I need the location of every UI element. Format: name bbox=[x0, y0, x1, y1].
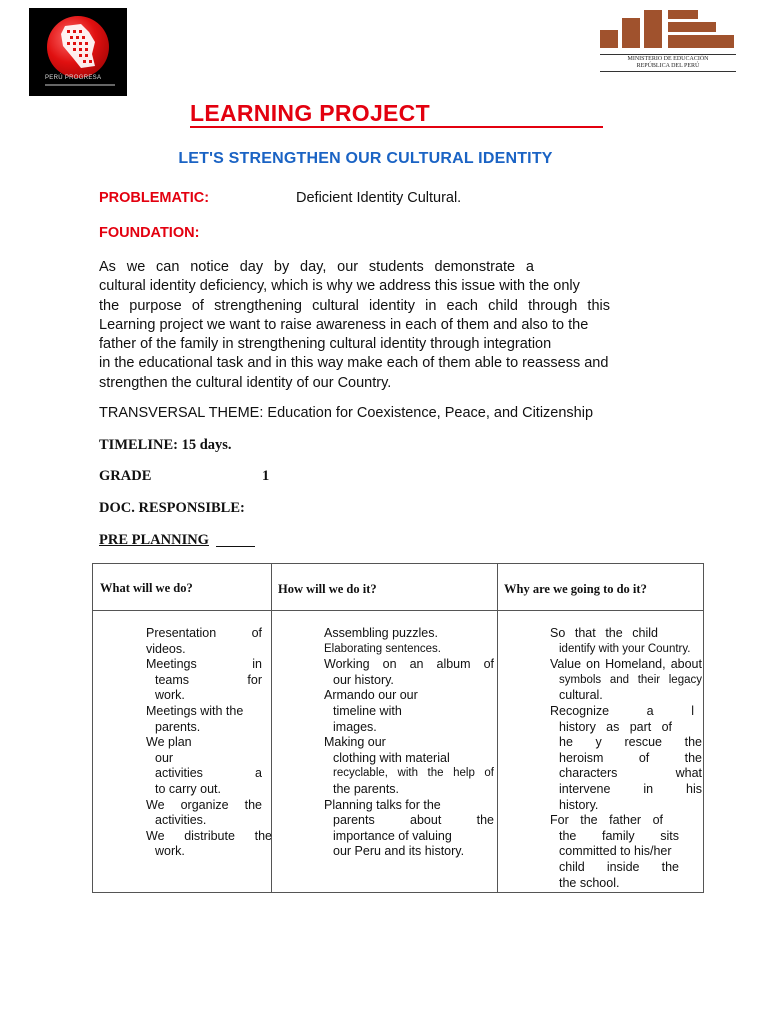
foundation-line: Learning project we want to raise awareness in each of them and also to the bbox=[99, 316, 589, 333]
list-item: Meetings in teams for work. bbox=[146, 657, 262, 703]
pre-planning-heading: PRE PLANNING bbox=[99, 532, 209, 548]
list-item: Elaborating sentences. bbox=[324, 642, 441, 655]
col-why bbox=[528, 626, 702, 891]
foundation-line: strengthen the cultural identity of our Country. bbox=[99, 374, 392, 391]
foundation-paragraph bbox=[99, 258, 655, 393]
problematic-label: PROBLEMATIC: bbox=[99, 190, 210, 206]
list-item: Armando our our timeline with images. bbox=[324, 688, 418, 734]
table-header-how: How will we do it? bbox=[278, 582, 377, 596]
list-item: We plan our activities a to carry out. bbox=[146, 735, 262, 796]
list-item: We distribute the work. bbox=[146, 828, 272, 859]
list-item: Planning talks for the parents about the importance of valuing our Peru and its history. bbox=[324, 797, 494, 859]
grade-label: GRADE bbox=[99, 468, 152, 484]
foundation-line: cultural identity deficiency, which is why we address this issue with the only bbox=[99, 278, 580, 295]
list-item: For the father of the family sits committed to his/her child inside the the school. bbox=[550, 813, 679, 890]
doc-responsible: DOC. RESPONSIBLE: bbox=[99, 500, 245, 516]
stair-bars-icon bbox=[598, 8, 738, 52]
ministerio-educacion-logo bbox=[598, 8, 738, 72]
problematic-value: Deficient Identity Cultural. bbox=[296, 190, 462, 206]
list-item: We organize the activities. bbox=[146, 797, 262, 828]
page-subtitle: LET'S STRENGTHEN OUR CULTURAL IDENTITY bbox=[178, 150, 553, 167]
foundation-line: father of the family in strengthening cultural identity through integration bbox=[99, 336, 552, 353]
list-item: Assembling puzzles. bbox=[324, 626, 438, 640]
logo-right-caption bbox=[600, 56, 736, 70]
foundation-line: in the educational task and in this way make each of them able to reassess and bbox=[99, 355, 609, 372]
table-header-what: What will we do? bbox=[100, 581, 193, 595]
list-item: Presentation of videos. bbox=[146, 626, 262, 656]
peru-progresa-logo bbox=[29, 8, 127, 96]
title-underline bbox=[190, 126, 603, 128]
logo-right-caption-line1: MINISTERIO DE EDUCACIÓN bbox=[627, 56, 709, 62]
pre-planning-underline bbox=[216, 546, 255, 547]
list-item: Meetings with the parents. bbox=[146, 703, 244, 734]
logo-right-rule-top bbox=[600, 54, 736, 55]
logo-left-caption: PERÚ PROGRESA bbox=[45, 75, 102, 81]
peru-map-emblem bbox=[47, 16, 109, 78]
column-divider bbox=[497, 564, 498, 892]
header-divider bbox=[93, 610, 703, 611]
list-item: Making our clothing with material recyclable, with the help of the parents. bbox=[324, 735, 494, 796]
transversal-theme: TRANSVERSAL THEME: Education for Coexistence, Peace, and Citizenship bbox=[99, 405, 594, 421]
foundation-line: As we can notice day by day, our students demonstrate a bbox=[99, 259, 534, 275]
list-item: Working on an album of our history. bbox=[324, 657, 494, 687]
foundation-line: the purpose of strengthening cultural identity in each child through this bbox=[99, 297, 610, 314]
logo-right-rule-bottom bbox=[600, 71, 736, 72]
list-item: So that the child identify with your Country. bbox=[550, 626, 691, 655]
col-what bbox=[124, 626, 272, 860]
foundation-label: FOUNDATION: bbox=[99, 225, 200, 241]
col-how bbox=[302, 626, 494, 860]
logo-left-underline bbox=[45, 84, 115, 86]
timeline: TIMELINE: 15 days. bbox=[99, 437, 232, 453]
grade-value: 1 bbox=[262, 468, 270, 484]
list-item: Recognize a l history as part of he y rescue the heroism of the characters what intervene in his history. bbox=[550, 703, 702, 812]
pre-planning-table bbox=[92, 563, 704, 893]
logo-right-caption-line2: REPÚBLICA DEL PERÚ bbox=[636, 63, 700, 69]
table-header-why: Why are we going to do it? bbox=[504, 582, 647, 596]
page-title: LEARNING PROJECT bbox=[190, 100, 430, 126]
list-item: Value on Homeland, about symbols and their legacy cultural. bbox=[550, 657, 702, 703]
